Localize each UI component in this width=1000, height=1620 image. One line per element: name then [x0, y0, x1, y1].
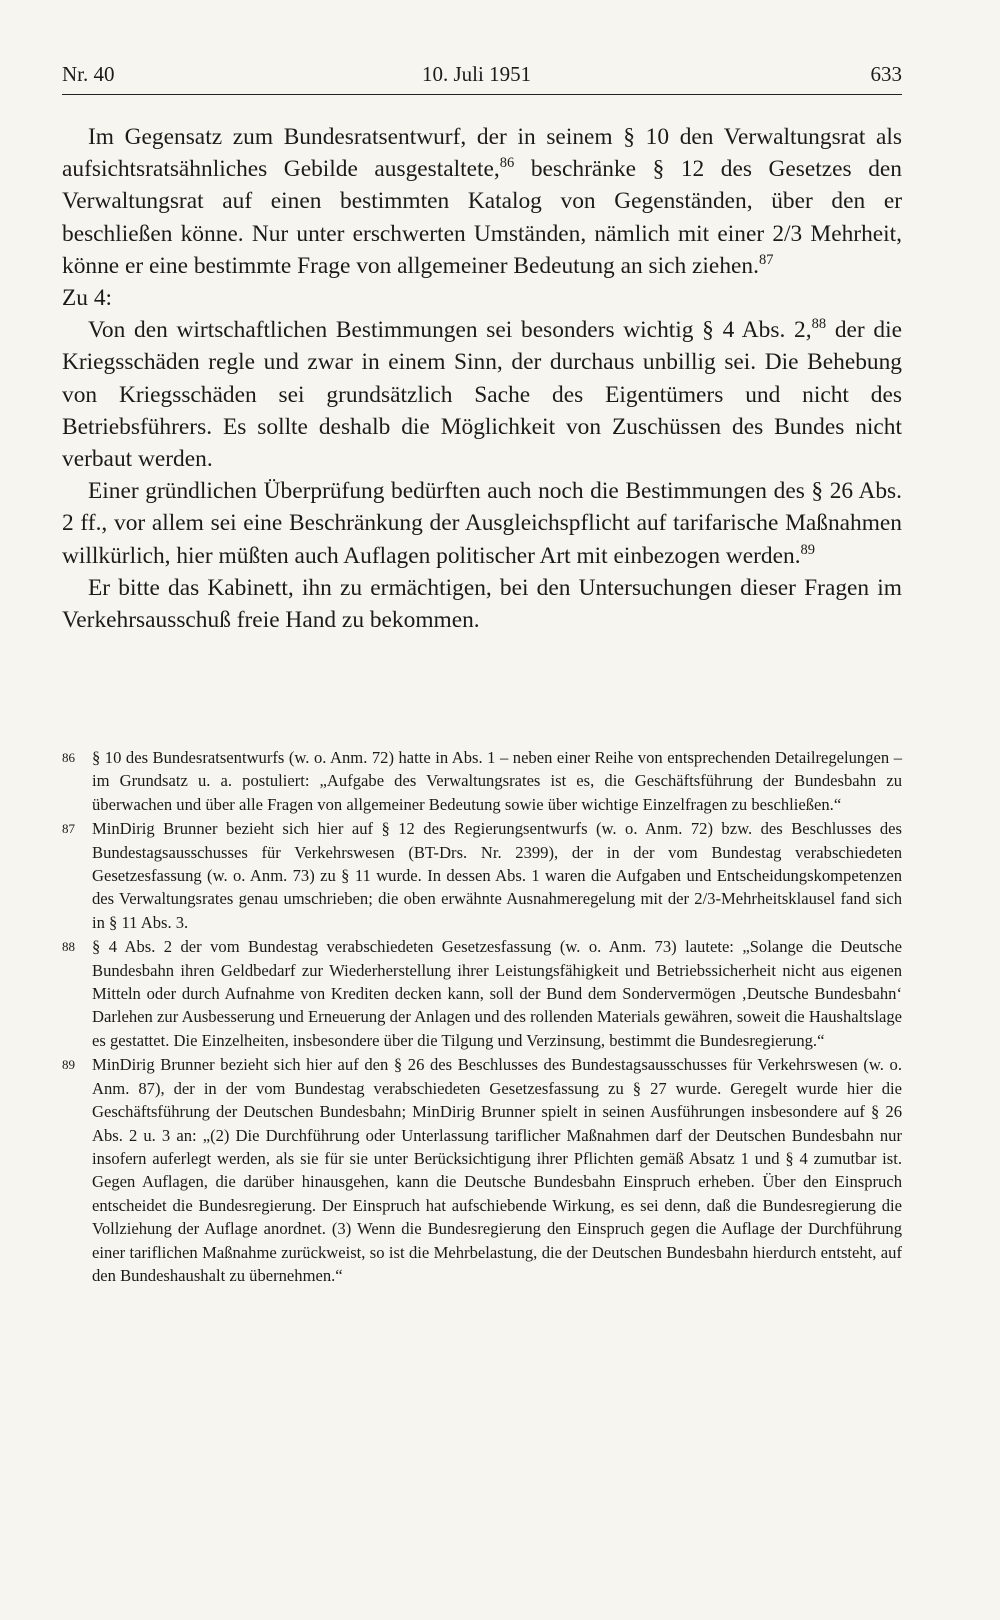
footnote-number: 86: [62, 750, 75, 765]
footnotes: [62, 746, 902, 1287]
footnote-ref: 87: [758, 252, 774, 269]
footnote: [62, 746, 902, 816]
main-text: [62, 121, 902, 636]
footnote-number: 89: [62, 1057, 75, 1073]
footnote-text: MinDirig Brunner bezieht sich hier auf § 12 des Regierungsentwurfs (w. o. Anm. 72) bzw. des Beschlusses des Bundestagsausschusses für Verkehrswesen (BT-Drs. Nr. 2399), der in der vom Bundestag verabschiedeten Gesetzesfassung (w. o. Anm. 73) zu § 11 wurde. In dessen Abs. 1 waren die Aufgaben und Entscheidungskompetenzen des Verwaltungsrates genau umschrieben; die oben erwähnte Ausnahmeregelung mit der 2/3-Mehrheitsklausel fand sich in § 11 Abs. 3.: [92, 819, 902, 932]
fraction: 2/3: [772, 220, 803, 247]
footnote: [62, 817, 902, 934]
footnote-ref: 86: [499, 155, 515, 172]
text-run: Im Gegensatz zum Bundesratsentwurf, der in seinem § 10 den Verwaltungsrat als aufsichtsratsähnliches Gebilde ausgestaltete,: [62, 124, 902, 183]
paragraph: [62, 121, 902, 282]
footnote-ref: 88: [811, 316, 827, 333]
footnote-text: § 4 Abs. 2 der vom Bundestag verabschiedeten Gesetzesfassung (w. o. Anm. 73) lautete: „Solange die Deutsche Bundesbahn ihren Geldbedarf zur Wiederherstellung ihrer Leistungsfähigkeit und Betriebssicherheit nicht aus eigenen Mitteln oder durch Aufnahme von Krediten decken kann, soll der Bund dem Sondervermögen ‚Deutsche Bundesbahn‘ Darlehen zur Ausbesserung und Erneuerung der Anlagen und des rollenden Materials gewähren, soweit die Haushaltslage es gestattet. Die Einzelheiten, insbesondere über die Tilgung und Verzinsung, bestimmt die Bundesregierung.“: [92, 937, 902, 1050]
document-page: [62, 56, 902, 1285]
text-run: der die Kriegsschäden regle und zwar in einem Sinn, der durchaus unbillig sei. Die Behebung von Kriegsschäden sei grundsätzlich Sache des Eigentümers und nicht des Betriebsführers. Es sollte deshalb die Möglichkeit von Zuschüssen des Bundes nicht verbaut werden.: [62, 317, 902, 473]
text-run: beschränke § 12 des Gesetzes den Verwaltungsrat auf einen bestimmten Katalog von Gegenständen, über den er beschließen könne. Nur unter erschwerten Umständen, nämlich mit einer: [62, 156, 902, 247]
footnote-text: MinDirig Brunner bezieht sich hier auf den § 26 des Beschlusses des Bundestagsausschusses für Verkehrswesen (w. o. Anm. 87), der in der vom Bundestag verabschiedeten Gesetzesfassung zu § 27 wurde. Geregelt wurde hier die Geschäftsführung der Deutschen Bundesbahn; MinDirig Brunner spielt in seinen Ausführungen insbesondere auf § 26 Abs. 2 u. 3 an: „(2) Die Durchführung oder Unterlassung tariflicher Maßnahmen darf der Deutschen Bundesbahn nur insofern auferlegt werden, als sie für sie unter Berücksichtigung ihrer Pflichten gemäß Absatz 1 und § 4 zumutbar ist. Gegen Auflagen, die darüber hinausgehen, kann die Deutsche Bundesbahn Einspruch erheben. Über den Einspruch entscheidet die Bundesregierung. Der Einspruch hat aufschiebende Wirkung, es sei denn, daß die Bundesregierung die Vollziehung der Auflage anordnet. (3) Wenn die Bundesregierung den Einspruch gegen die Auflage der Durchführung einer tariflichen Maßnahme zurückweist, so ist die Mehrbelastung, die der Deutschen Bundesbahn hierdurch entsteht, auf den Bundeshaushalt zu übernehmen.“: [92, 1055, 902, 1285]
paragraph: Er bitte das Kabinett, ihn zu ermächtigen, bei den Untersuchungen dieser Fragen im Verkehrsausschuß freie Hand zu bekommen.: [62, 574, 902, 634]
text-run: Mehrheit, könne er eine bestimmte Frage von allgemeiner Bedeutung an sich ziehen.: [62, 220, 902, 279]
paragraph: [62, 314, 902, 475]
running-header: [62, 56, 902, 95]
section-heading: Zu 4:: [62, 285, 113, 312]
footnote-text: § 10 des Bundesratsentwurfs (w. o. Anm. 72) hatte in Abs. 1 – neben einer Reihe von entsprechenden Detailregelungen – im Grundsatz u. a. postuliert: „Aufgabe des Verwaltungsrates ist es, die Geschäftsführung der Bundesbahn zu überwachen und über alle Fragen von allgemeiner Bedeutung sowie über wichtige Einzelfragen zu beschließen.“: [92, 748, 902, 814]
page-number: 633: [870, 62, 902, 86]
paragraph: [62, 475, 902, 572]
meeting-date: 10. Juli 1951: [422, 62, 532, 86]
footnote: [62, 1053, 902, 1287]
footnote: [62, 935, 902, 1052]
footnote-number: 88: [62, 939, 75, 955]
footnote-number: 87: [62, 821, 75, 837]
document-number: Nr. 40: [62, 62, 115, 86]
text-run: Einer gründlichen Überprüfung bedürften auch noch die Bestimmungen des § 26 Abs. 2 ff., vor allem sei eine Beschränkung der Ausgleichspflicht auf tarifarische Maßnahmen willkürlich, hier müßten auch Auflagen politischer Art mit einbezogen werden.: [62, 478, 902, 569]
footnote-ref: 89: [800, 541, 816, 558]
text-run: Von den wirtschaftlichen Bestimmungen sei besonders wichtig § 4 Abs. 2,: [88, 317, 812, 344]
